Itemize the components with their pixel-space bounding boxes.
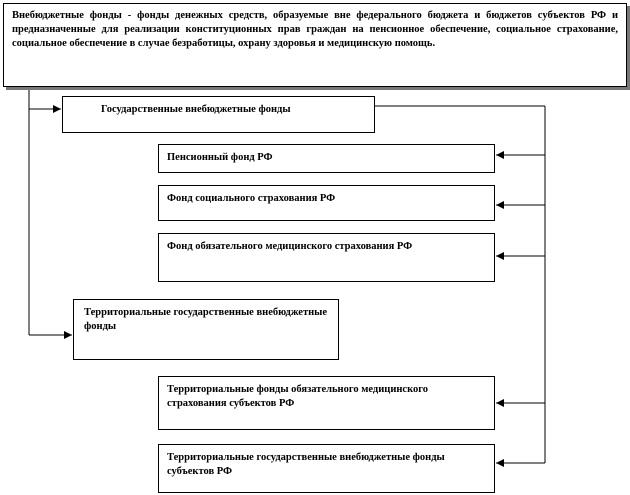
medical-insurance-fund-box [158,233,495,282]
definition-text: Внебюджетные фонды - фонды денежных средств, образуемые вне федерального бюджета и бюджетов субъектов РФ и предназначенные для реализации конституционных прав граждан на пенсионное обеспечение, социальное страхование, социальное обеспечение в случае безработицы, охрану здоровья и медицинскую помощь. [12,10,618,50]
social-insurance-fund-label: Фонд социального страхования РФ [167,193,336,204]
pension-fund-label: Пенсионный фонд РФ [167,152,273,163]
territorial-medical-funds-label: Территориальные фонды обязательного медицинского страхования субъектов РФ [167,384,428,410]
medical-insurance-fund-label: Фонд обязательного медицинского страхования РФ [167,241,413,252]
social-insurance-fund-box [158,185,495,221]
territorial-state-funds-box [158,444,495,493]
pension-fund-box [158,144,495,173]
territorial-medical-funds-box [158,376,495,430]
territorial-funds-label: Территориальные государственные внебюджетные фонды [84,307,328,333]
state-funds-box [62,96,375,133]
territorial-state-funds-label: Территориальные государственные внебюджетные фонды субъектов РФ [167,452,445,478]
definition-box [3,3,627,87]
territorial-funds-box [73,299,339,360]
state-funds-label: Государственные внебюджетные фонды [101,104,291,115]
